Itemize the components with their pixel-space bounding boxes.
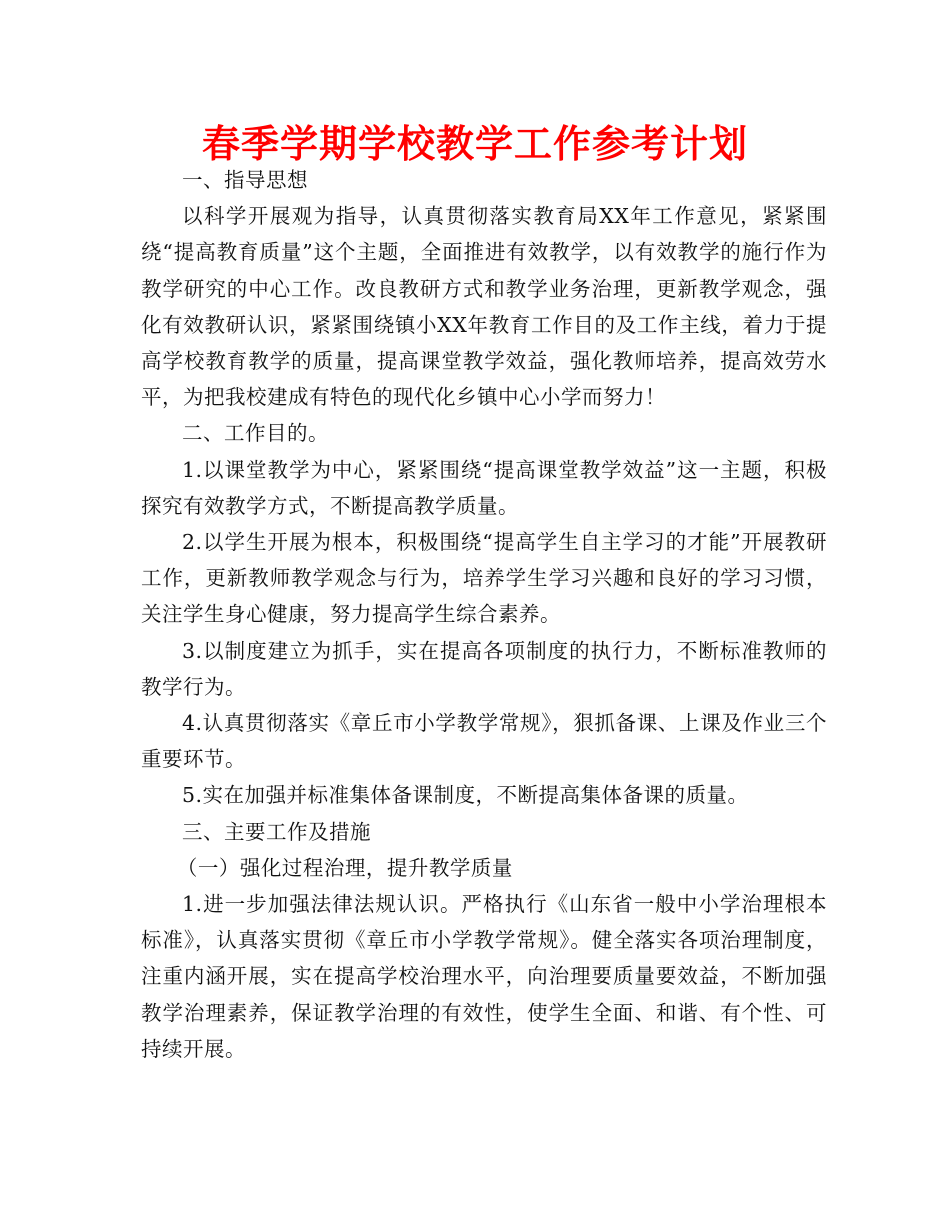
- paragraph-guiding-ideology: 以科学开展观为指导，认真贯彻落实教育局XX年工作意见，紧紧围绕“提高教育质量”这个主题，全面推进有效教学，以有效教学的施行作为教学研究的中心工作。改良教研方式和教学业务治理，更新教学观念，强化有效教研认识，紧紧围绕镇小XX年教育工作目的及工作主线，着力于提高学校教育教学的质量，提高课堂教学效益，强化教师培养，提高效劳水平，为把我校建成有特色的现代化乡镇中心小学而努力！: [141, 204, 827, 410]
- paragraph-goal-4: 4.认真贯彻落实《章丘市小学教学常规》，狠抓备课、上课及作业三个重要环节。: [141, 711, 827, 772]
- document-title: 春季学期学校教学工作参考计划: [201, 122, 748, 166]
- section-heading-work-goals: 二、工作目的。: [182, 421, 329, 446]
- paragraph-goal-5: 5.实在加强并标准集体备课制度，不断提高集体备课的质量。: [182, 783, 749, 808]
- paragraph-measure-1: 1.进一步加强法律法规认识。严格执行《山东省一般中小学治理根本标准》，认真落实贯彻《章丘市小学教学常规》。健全落实各项治理制度，注重内涵开展，实在提高学校治理水平，向治理要质量要效益，不断加强教学治理素养，保证教学治理的有效性，使学生全面、和谐、有个性、可持续开展。: [141, 892, 827, 1061]
- section-heading-main-work: 三、主要工作及措施: [182, 819, 371, 844]
- paragraph-goal-2: 2.以学生开展为根本，积极围绕“提高学生自主学习的才能”开展教研工作，更新教师教学观念与行为，培养学生学习兴趣和良好的学习习惯，关注学生身心健康，努力提高学生综合素养。: [141, 530, 827, 627]
- subsection-heading-process-management: （一）强化过程治理，提升教学质量: [176, 855, 513, 880]
- paragraph-goal-1: 1.以课堂教学为中心，紧紧围绕“提高课堂教学效益”这一主题，积极探究有效教学方式，不断提高教学质量。: [141, 457, 827, 518]
- document-body: [141, 162, 827, 1067]
- paragraph-goal-3: 3.以制度建立为抓手，实在提高各项制度的执行力，不断标准教师的教学行为。: [141, 638, 827, 699]
- section-heading-guiding-ideology: 一、指导思想: [182, 168, 308, 192]
